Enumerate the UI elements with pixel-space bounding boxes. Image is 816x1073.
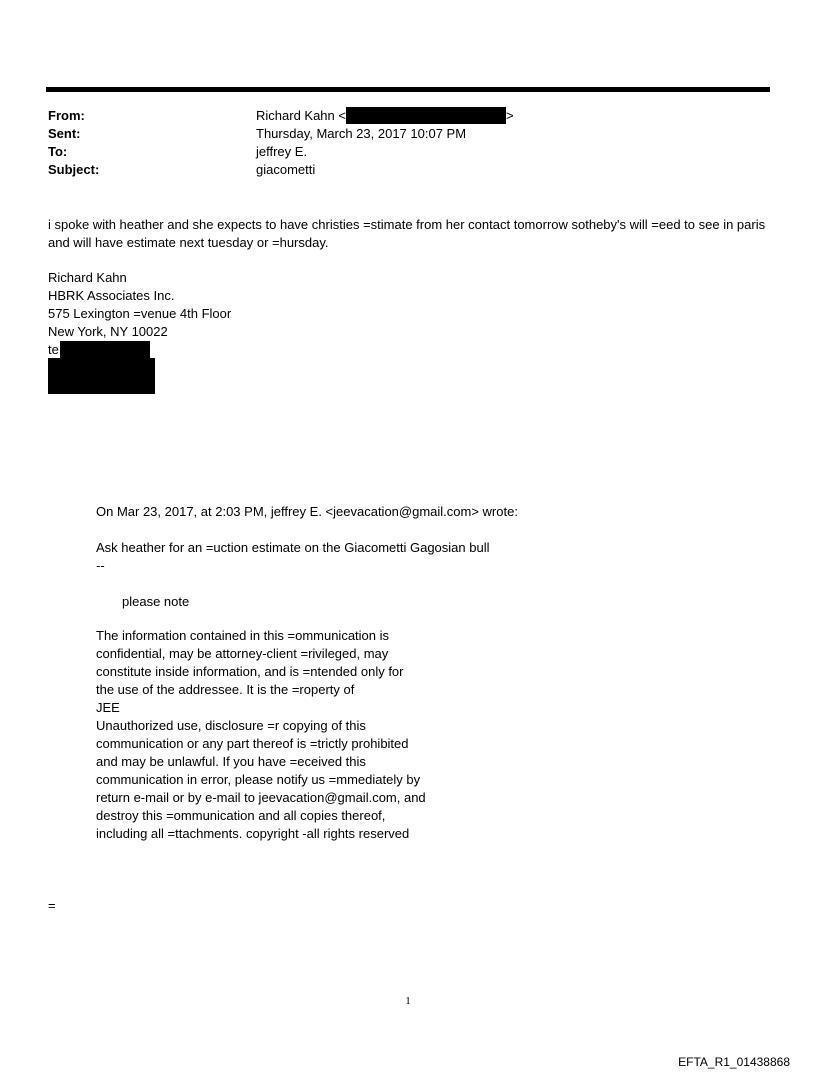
subject-label: Subject:: [48, 162, 100, 177]
page-number: 1: [405, 995, 411, 1007]
disclaimer-line: including all =ttachments. copyright -all rights reserved: [96, 826, 410, 841]
signature-name: Richard Kahn: [48, 270, 127, 285]
signature-block: [48, 269, 231, 359]
header-rule: [46, 87, 770, 92]
quoted-message: Ask heather for an =uction estimate on the Giacometti Gagosian bull: [96, 540, 490, 555]
signature-company: HBRK Associates Inc.: [48, 288, 175, 303]
disclaimer-line: JEE: [96, 700, 120, 715]
subject-value: giacometti: [256, 162, 316, 177]
please-note: please note: [122, 594, 190, 609]
message-body: i spoke with heather and she expects to have christies =stimate from her contact tomorrow sotheby's will =eed to see in paris and will have estimate next tuesday or =hursday.: [48, 217, 766, 250]
quoted-separator: --: [96, 558, 105, 573]
disclaimer-line: confidential, may be attorney-client =rivileged, may: [96, 646, 389, 661]
disclaimer-line: the use of the addressee. It is the =roperty of: [96, 682, 355, 697]
disclaimer-line: and may be unlawful. If you have =eceived this: [96, 754, 366, 769]
from-row: [48, 107, 768, 125]
disclaimer-line: return e-mail or by e-mail to jeevacation@gmail.com, and: [96, 790, 426, 805]
redacted-email: [346, 107, 506, 124]
sent-row: [48, 125, 768, 143]
from-suffix: >: [505, 108, 514, 123]
disclaimer-line: constitute inside information, and is =ntended only for: [96, 664, 404, 679]
disclaimer-line: communication in error, please notify us =mmediately by: [96, 772, 421, 787]
sent-value: Thursday, March 23, 2017 10:07 PM: [256, 126, 467, 141]
to-value: jeffrey E.: [256, 144, 308, 159]
signature-address-line2: New York, NY 10022: [48, 324, 168, 339]
subject-row: [48, 161, 768, 179]
to-label: To:: [48, 144, 68, 159]
disclaimer-block: [96, 627, 426, 843]
bates-number: EFTA_R1_01438868: [678, 1055, 790, 1069]
quoted-attribution: On Mar 23, 2017, at 2:03 PM, jeffrey E. <jeevacation@gmail.com> wrote:: [96, 504, 518, 519]
signature-address-line1: 575 Lexington =venue 4th Floor: [48, 306, 232, 321]
disclaimer-line: Unauthorized use, disclosure =r copying of this: [96, 718, 366, 733]
disclaimer-line: destroy this =ommunication and all copies thereof,: [96, 808, 386, 823]
redacted-contact-block: [48, 358, 155, 394]
to-row: [48, 143, 768, 161]
trailing-equals-mark: =: [48, 898, 56, 913]
signature-tel-prefix: te: [48, 342, 59, 357]
redacted-phone: [60, 341, 150, 358]
disclaimer-line: communication or any part thereof is =trictly prohibited: [96, 736, 409, 751]
from-label: From:: [48, 108, 85, 123]
sent-label: Sent:: [48, 126, 81, 141]
from-name: Richard Kahn <: [256, 108, 346, 123]
disclaimer-line: The information contained in this =ommunication is: [96, 628, 390, 643]
from-value: [256, 107, 514, 125]
